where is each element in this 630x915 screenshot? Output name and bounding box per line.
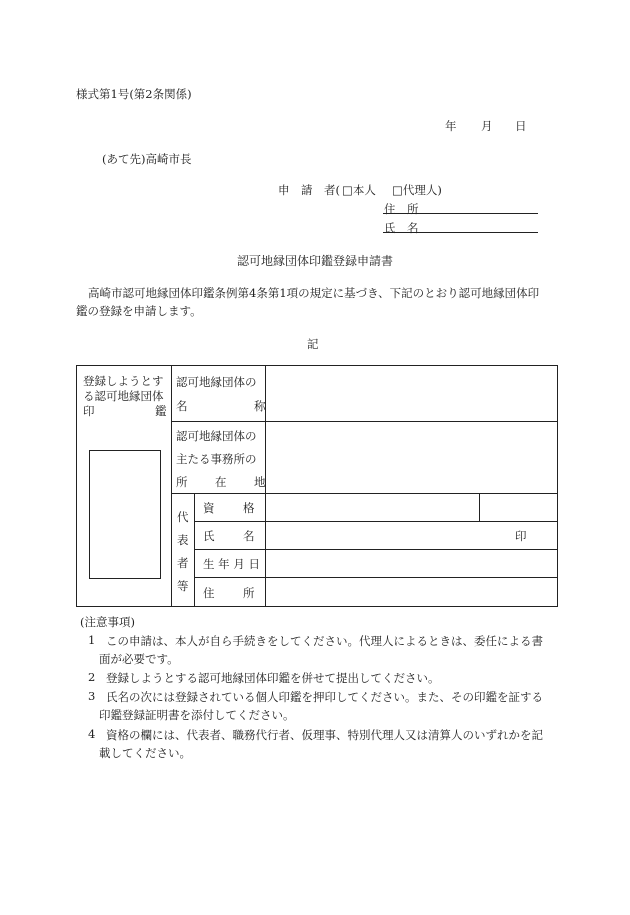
org-name-label-line1: 認可地縁団体の: [176, 375, 257, 389]
date-year-label: 年: [445, 119, 457, 133]
date-day-label: 日: [515, 119, 527, 133]
seal-label-line3b: 鑑: [155, 404, 167, 418]
date-month-label: 月: [481, 119, 493, 133]
qualification-label-a: 資: [203, 501, 215, 515]
office-label-cell: [172, 422, 266, 494]
rep-char-2: 表: [177, 533, 189, 547]
note-4-line1: 資格の欄には、代表者、職務代行者、仮理事、特別代理人又は清算人のいずれかを記: [106, 728, 543, 742]
office-label-line3a: 所: [176, 475, 188, 489]
rep-char-1: 代: [177, 510, 189, 524]
body-line-2: 鑑の登録を申請します。: [76, 304, 202, 318]
note-2-num: 2: [88, 670, 96, 684]
seal-label-line2: る認可地縁団体: [83, 389, 164, 403]
qualification-label-b: 格: [243, 501, 255, 515]
qualification-label-cell: [195, 494, 266, 522]
note-4-line2: 載してください。: [99, 746, 191, 760]
birthdate-label: 生 年 月 日: [203, 557, 260, 571]
note-3-num: 3: [88, 689, 96, 703]
checkbox-agent[interactable]: □代理人): [392, 183, 442, 197]
org-name-label-line2a: 名: [176, 399, 188, 413]
page-title: 認可地縁団体印鑑登録申請書: [237, 254, 394, 268]
note-3-line2: 印鑑登録証明書を添付してください。: [99, 708, 295, 722]
seal-cell: [77, 366, 172, 607]
note-2-line1: 登録しようとする認可地縁団体印鑑を併せて提出してください。: [106, 671, 440, 685]
rep-name-label-b: 名: [243, 529, 255, 543]
notes-heading: (注意事項): [80, 615, 135, 629]
org-name-label-cell: [172, 366, 266, 422]
body-line-1: 高崎市認可地縁団体印鑑条例第4条第1項の規定に基づき、下記のとおり認可地縁団体印: [88, 286, 540, 300]
addressee: (あて先)高崎市長: [102, 152, 192, 166]
rep-name-label-a: 氏: [203, 529, 215, 543]
form-number: 様式第1号(第2条関係): [76, 87, 192, 101]
seal-label-line3a: 印: [83, 404, 95, 418]
applicant-label: 申 請 者(: [278, 183, 340, 197]
rep-char-3: 者: [177, 556, 189, 570]
office-label-line3c: 地: [254, 475, 266, 489]
seal-impression-box[interactable]: [89, 450, 161, 579]
birthdate-value[interactable]: [266, 550, 558, 578]
representative-label-cell: [172, 494, 195, 607]
name-label-cell: [195, 522, 266, 550]
birthdate-label-cell: [195, 550, 266, 578]
note-3-line1: 氏名の次には登録されている個人印鑑を押印してください。また、その印鑑を証する: [106, 690, 543, 704]
office-label-line1: 認可地縁団体の: [176, 429, 257, 443]
name-line[interactable]: [383, 232, 538, 233]
note-1-line1: この申請は、本人が自ら手続きをしてください。代理人によるときは、委任による書: [106, 634, 543, 648]
rep-address-label-cell: [195, 578, 266, 607]
address-line[interactable]: [383, 213, 538, 214]
seal-mark: 印: [515, 529, 527, 543]
note-4-num: 4: [88, 727, 96, 741]
rep-char-4: 等: [177, 579, 189, 593]
office-value[interactable]: [266, 422, 558, 494]
org-name-label-line2b: 称: [254, 399, 266, 413]
name-label: 氏 名: [384, 221, 419, 235]
office-label-line3b: 在: [215, 475, 227, 489]
registration-table: [76, 365, 558, 607]
note-1-num: 1: [88, 633, 96, 647]
rep-name-value[interactable]: [266, 522, 558, 550]
checkbox-self[interactable]: □本人: [342, 183, 376, 197]
rep-address-label-a: 住: [203, 586, 215, 600]
note-1-line2: 面が必要です。: [99, 652, 179, 666]
address-label: 住 所: [384, 202, 419, 216]
seal-label-line1: 登録しようとす: [83, 374, 164, 388]
qualification-value[interactable]: [266, 494, 480, 522]
org-name-value[interactable]: [266, 366, 558, 422]
office-label-line2: 主たる事務所の: [176, 452, 257, 466]
ki-mark: 記: [307, 337, 319, 351]
qualification-blank: [480, 494, 558, 522]
rep-address-label-b: 所: [243, 586, 255, 600]
rep-address-value[interactable]: [266, 578, 558, 607]
